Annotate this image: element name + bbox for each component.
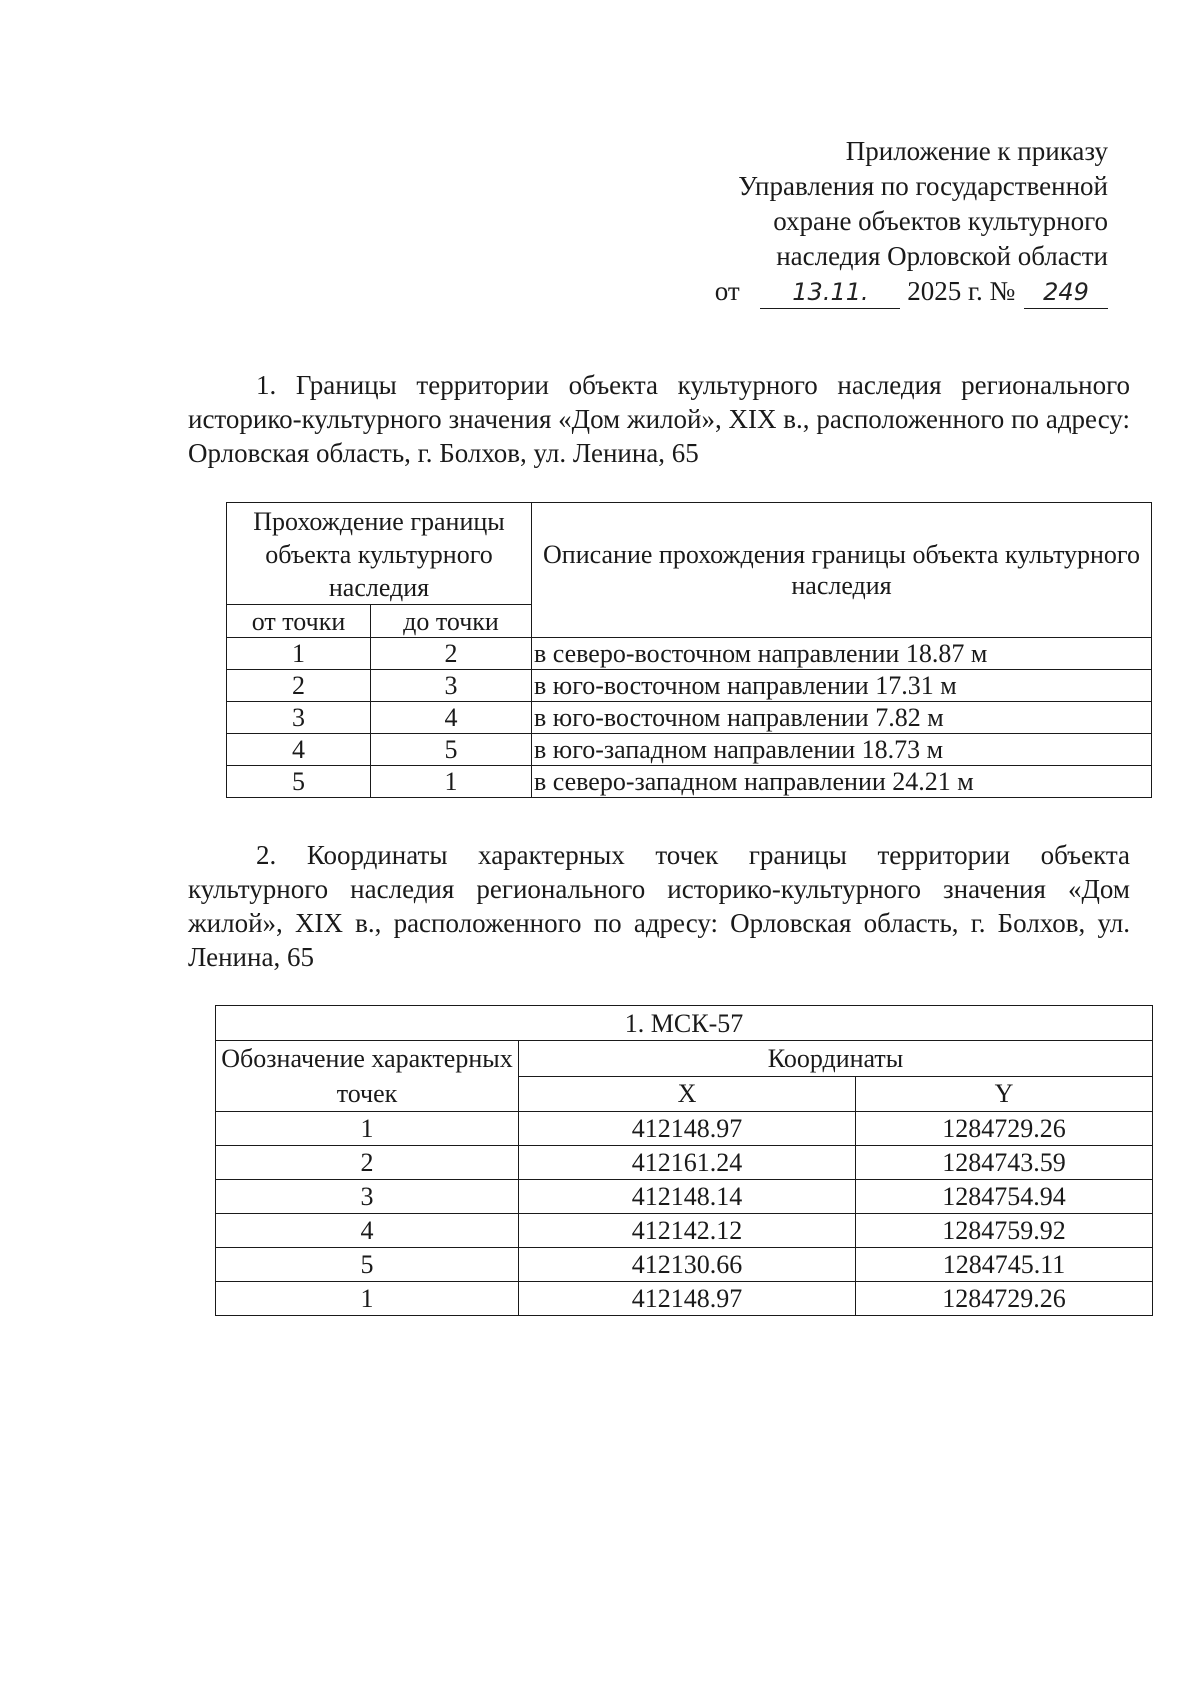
table-row [227,702,1152,734]
point-cell: 3 [216,1180,519,1214]
point-cell: 1 [216,1282,519,1316]
from-label: от [714,276,740,306]
header-boundary-passage: Прохождение границы объекта культурного наследия [227,503,532,605]
from-point-cell: 5 [227,766,371,798]
header-boundary-description: Описание прохождения границы объекта культурного наследия [532,503,1152,638]
from-point-cell: 3 [227,702,371,734]
description-cell: в юго-восточном направлении 17.31 м [532,670,1152,702]
header-line-3: охране объектов культурного [773,206,1108,236]
y-cell: 1284729.26 [856,1282,1153,1316]
header-point-designation: Обозначение характерных точек [216,1041,519,1112]
year-number-label: 2025 г. № [907,276,1016,306]
point-cell: 5 [216,1248,519,1282]
header-from-point: от точки [227,605,371,638]
header-line-4: наследия Орловской области [776,241,1108,271]
x-cell: 412130.66 [519,1248,856,1282]
description-cell: в юго-западном направлении 18.73 м [532,734,1152,766]
from-point-cell: 1 [227,638,371,670]
header-line-1: Приложение к приказу [845,136,1108,166]
table-row [227,670,1152,702]
from-point-cell: 4 [227,734,371,766]
header-to-point: до точки [371,605,532,638]
table-row [227,734,1152,766]
header-y: Y [856,1076,1153,1112]
point-cell: 1 [216,1112,519,1146]
table-row [216,1146,1153,1180]
coordinate-system-title: 1. МСК-57 [216,1006,1153,1041]
y-cell: 1284754.94 [856,1180,1153,1214]
y-cell: 1284729.26 [856,1112,1153,1146]
order-date-number-line [715,274,1108,309]
section-2-paragraph [188,838,1130,974]
y-cell: 1284759.92 [856,1214,1153,1248]
table-row [216,1112,1153,1146]
x-cell: 412161.24 [519,1146,856,1180]
y-cell: 1284743.59 [856,1146,1153,1180]
x-cell: 412142.12 [519,1214,856,1248]
appendix-header [715,134,1108,309]
to-point-cell: 2 [371,638,532,670]
header-x: X [519,1076,856,1112]
boundary-description-table [226,502,1152,798]
section-2-text: 2. Координаты характерных точек границы территории объекта культурного наследия регионального историко-культурного значения «Дом жилой», XIX в., расположенного по адресу: Орловская область, г. Болхов, ул. Ленина, 65 [188,840,1130,972]
description-cell: в северо-восточном направлении 18.87 м [532,638,1152,670]
description-cell: в северо-западном направлении 24.21 м [532,766,1152,798]
coordinates-table [215,1005,1153,1316]
to-point-cell: 4 [371,702,532,734]
table-row [216,1282,1153,1316]
from-point-cell: 2 [227,670,371,702]
handwritten-date: 13.11. [760,278,900,309]
to-point-cell: 5 [371,734,532,766]
description-cell: в юго-восточном направлении 7.82 м [532,702,1152,734]
table-row [216,1248,1153,1282]
to-point-cell: 3 [371,670,532,702]
table-row [216,1180,1153,1214]
y-cell: 1284745.11 [856,1248,1153,1282]
point-cell: 2 [216,1146,519,1180]
x-cell: 412148.97 [519,1282,856,1316]
table-row [216,1214,1153,1248]
header-coordinates: Координаты [519,1041,1153,1077]
section-1-paragraph [188,368,1130,470]
point-cell: 4 [216,1214,519,1248]
section-1-text: 1. Границы территории объекта культурного наследия регионального историко-культурного значения «Дом жилой», XIX в., расположенного по адресу: Орловская область, г. Болхов, ул. Ленина, 65 [188,370,1130,468]
x-cell: 412148.14 [519,1180,856,1214]
x-cell: 412148.97 [519,1112,856,1146]
table-row [227,638,1152,670]
handwritten-order-number: 249 [1024,278,1108,309]
header-line-2: Управления по государственной [738,171,1108,201]
to-point-cell: 1 [371,766,532,798]
table-row [227,766,1152,798]
